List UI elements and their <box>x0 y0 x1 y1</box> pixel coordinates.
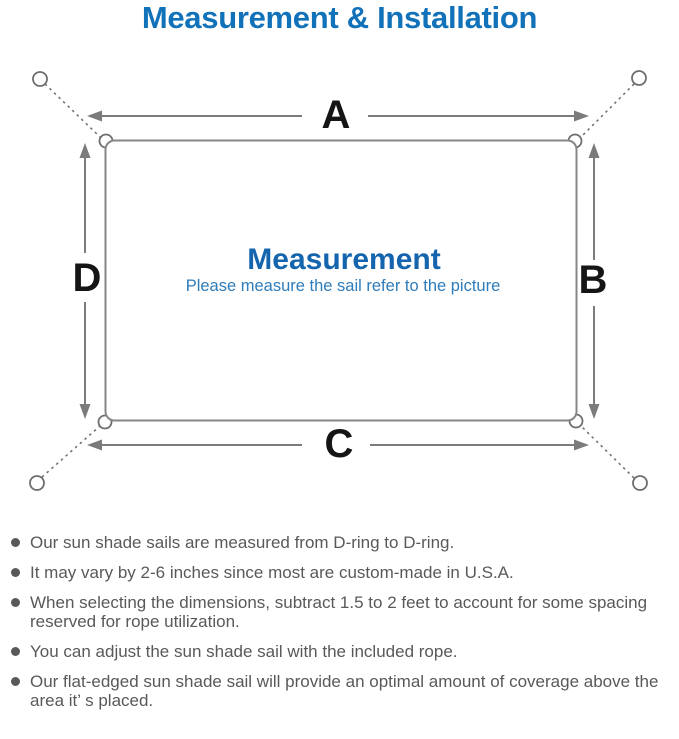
dimension-label-b: B <box>578 258 608 302</box>
rope-line-top-left <box>45 84 100 137</box>
diagram-center-heading: Measurement <box>247 243 441 276</box>
dimension-b-arrowhead-down-icon <box>589 404 600 419</box>
dimension-b-arrowhead-up-icon <box>589 143 600 158</box>
dimension-label-c: C <box>324 422 354 466</box>
note-text: It may vary by 2-6 inches since most are custom-made in U.S.A. <box>30 563 514 582</box>
dimension-a-arrowhead-right-icon <box>574 111 589 122</box>
diagram-center-subtitle: Please measure the sail refer to the picture <box>185 277 501 295</box>
dimension-label-d: D <box>72 256 102 300</box>
bullet-icon <box>11 538 20 547</box>
dimension-d-arrowhead-down-icon <box>80 404 91 419</box>
bullet-icon <box>11 568 20 577</box>
note-item <box>11 642 673 661</box>
note-text: When selecting the dimensions, subtract 1.5 to 2 feet to account for some spacing reserved for rope utilization. <box>30 593 648 631</box>
anchor-point-bottom-left-icon <box>30 476 44 490</box>
bullet-icon <box>11 598 20 607</box>
rope-line-top-right <box>581 84 634 137</box>
dimension-c-arrowhead-left-icon <box>87 440 102 451</box>
dimension-label-a: A <box>321 93 351 137</box>
anchor-point-bottom-right-icon <box>633 476 647 490</box>
note-item <box>11 533 673 552</box>
bullet-icon <box>11 677 20 686</box>
dimension-d-arrowhead-up-icon <box>80 143 91 158</box>
anchor-point-top-right-icon <box>632 71 646 85</box>
note-text: Our flat-edged sun shade sail will provide an optimal amount of coverage above the area it’ s placed. <box>30 672 659 710</box>
dimension-a-arrowhead-left-icon <box>87 111 102 122</box>
note-text: Our sun shade sails are measured from D-ring to D-ring. <box>30 533 455 552</box>
page-title: Measurement & Installation <box>141 0 538 35</box>
note-text: You can adjust the sun shade sail with the included rope. <box>30 642 458 661</box>
measurement-diagram <box>0 60 679 520</box>
bullet-icon <box>11 647 20 656</box>
dimension-c-arrowhead-right-icon <box>574 440 589 451</box>
anchor-point-top-left-icon <box>33 72 47 86</box>
note-item <box>11 593 673 631</box>
notes-list <box>11 533 673 721</box>
note-item <box>11 672 673 710</box>
note-item <box>11 563 673 582</box>
rope-line-bottom-left <box>42 426 100 477</box>
rope-line-bottom-right <box>581 426 634 478</box>
